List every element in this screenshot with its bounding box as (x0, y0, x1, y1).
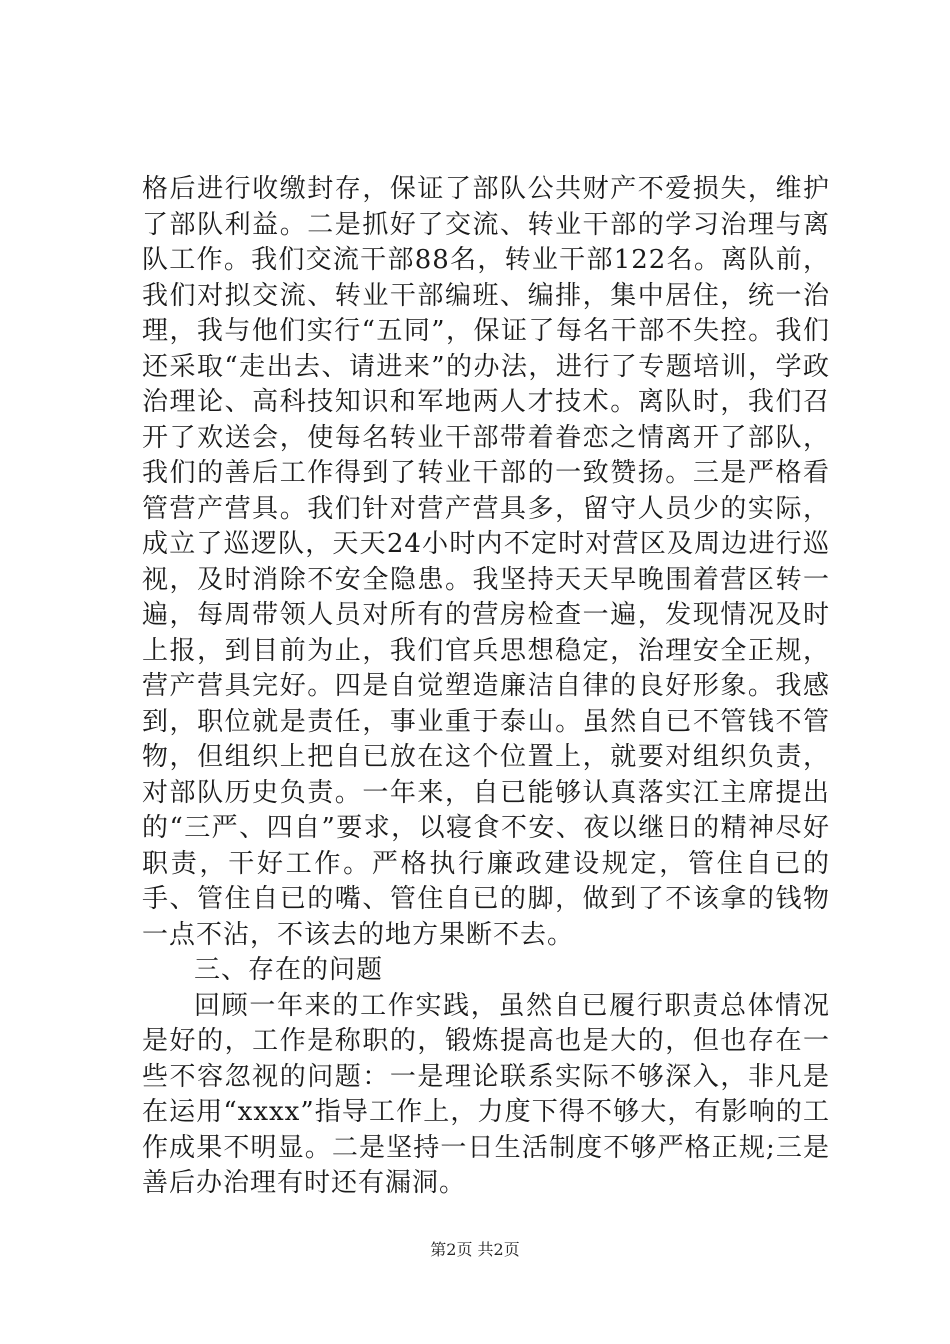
paragraph-duties-continued: 格后进行收缴封存，保证了部队公共财产不爱损失，维护了部队利益。二是抓好了交流、转业干部的学习治理与离队工作。我们交流干部88名，转业干部122名。离队前，我们对拟交流、转业干部编班、编排，集中居住，统一治理，我与他们实行“五同”，保证了每名干部不失控。我们还采取“走出去、请进来”的办法，进行了专题培训，学政治理论、高科技知识和军地两人才技术。离队时，我们召开了欢送会，使每名转业干部带着眷恋之情离开了部队，我们的善后工作得到了转业干部的一致赞扬。三是严格看管营产营具。我们针对营产营具多，留守人员少的实际，成立了巡逻队，天天24小时内不定时对营区及周边进行巡视，及时消除不安全隐患。我坚持天天早晚围着营区转一遍，每周带领人员对所有的营房检查一遍，发现情况及时上报，到目前为止，我们官兵思想稳定，治理安全正规，营产营具完好。四是自觉塑造廉洁自律的良好形象。我感到，职位就是责任，事业重于泰山。虽然自已不管钱不管物，但组织上把自已放在这个位置上，就要对组织负责，对部队历史负责。一年来，自已能够认真落实江主席提出的“三严、四自”要求，以寝食不安、夜以继日的精神尽好职责，干好工作。严格执行廉政建设规定，管住自已的手、管住自已的嘴、管住自已的脚，做到了不该拿的钱物一点不沾，不该去的地方果断不去。 (142, 174, 830, 950)
document-body (142, 172, 830, 1202)
paragraph-problems: 回顾一年来的工作实践，虽然自已履行职责总体情况是好的，工作是称职的，锻炼提高也是大的，但也存在一些不容忽视的问题：一是理论联系实际不够深入，非凡是在运用“xxxx”指导工作上，力度下得不够大，有影响的工作成果不明显。二是坚持一日生活制度不够严格正规;三是善后办治理有时还有漏洞。 (142, 990, 830, 1198)
page-footer: 第2页 共2页 (430, 1240, 520, 1259)
section-heading-problems: 三、存在的问题 (194, 955, 384, 985)
